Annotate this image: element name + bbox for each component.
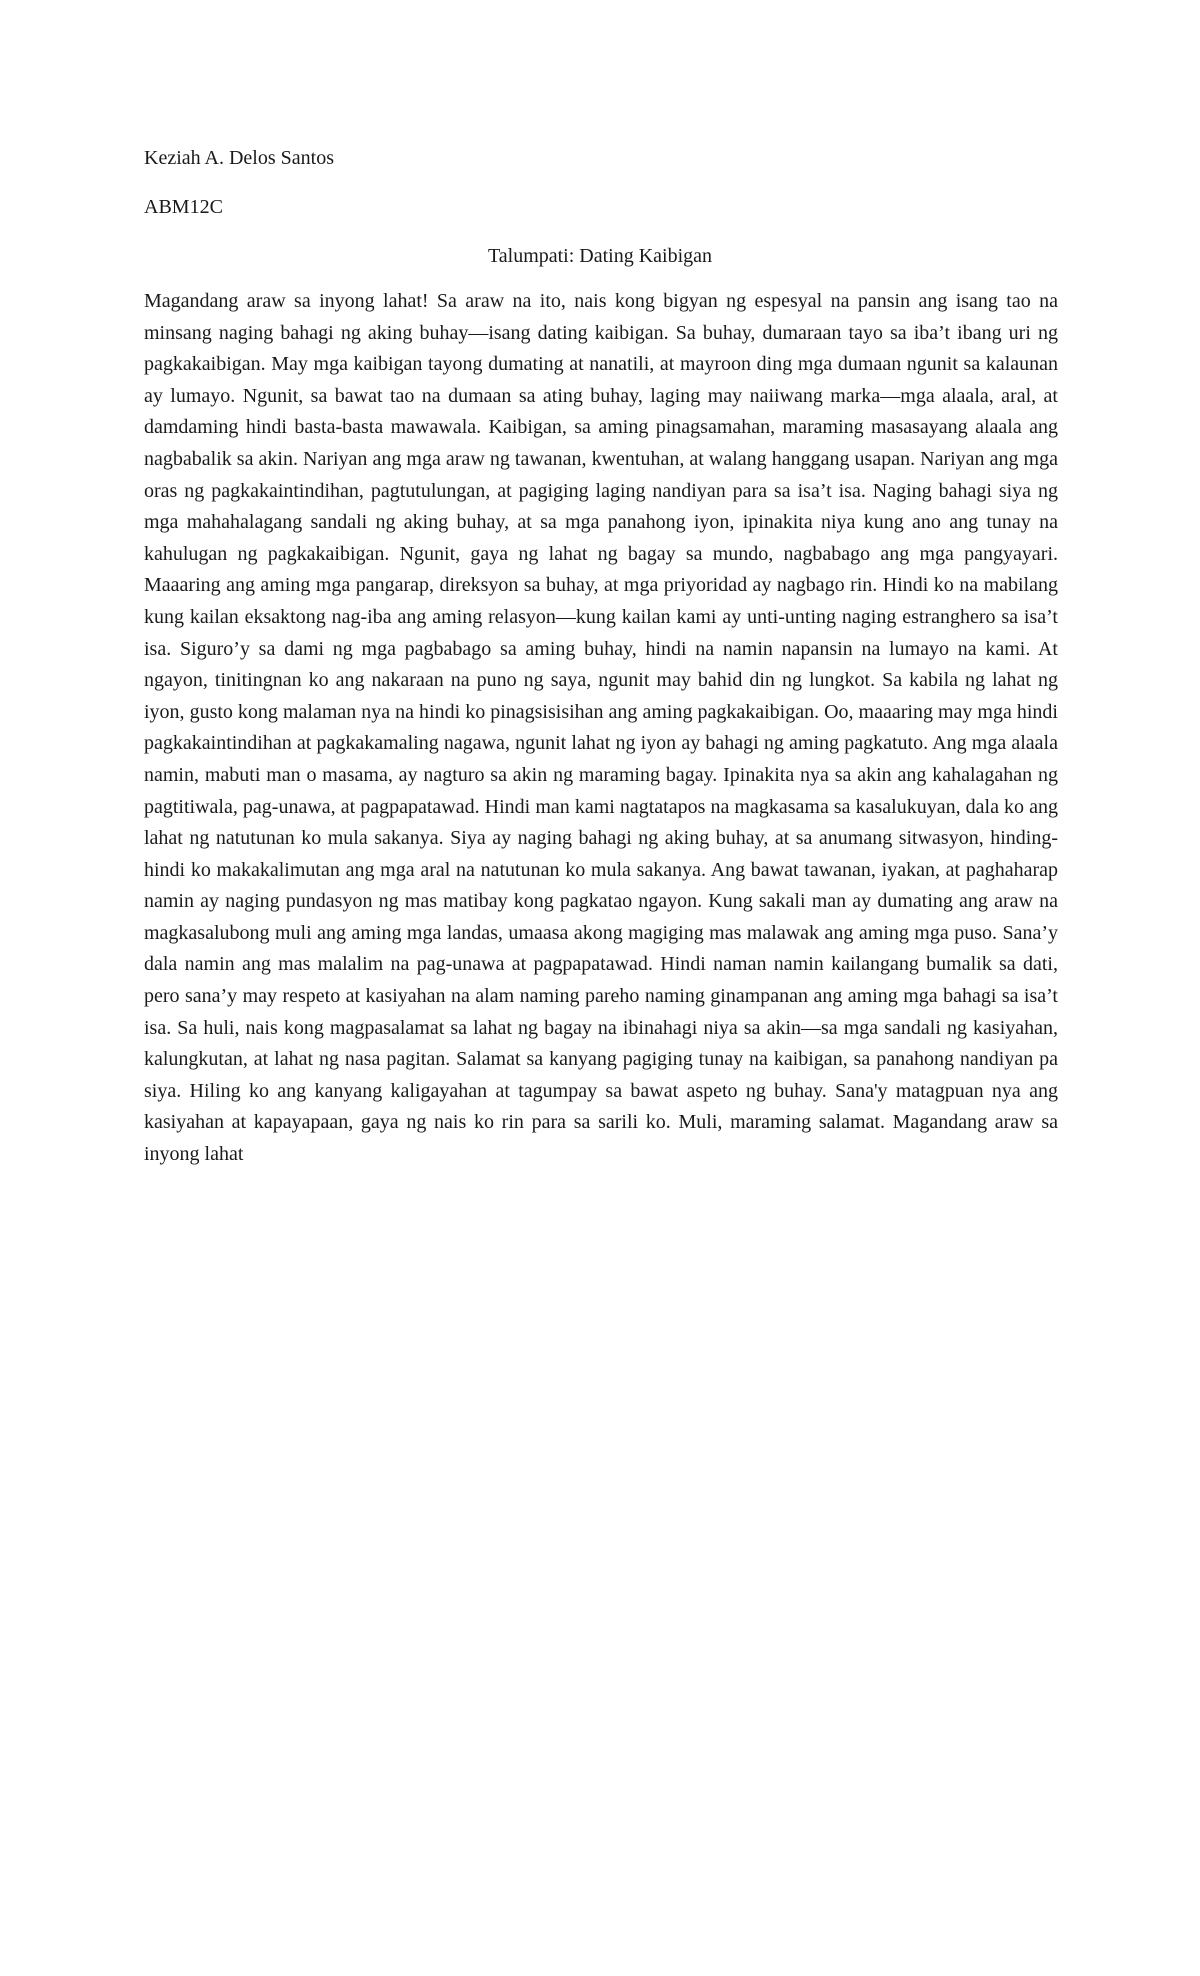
document-title: Talumpati: Dating Kaibigan bbox=[487, 245, 713, 267]
author-name: Keziah A. Delos Santos bbox=[144, 147, 334, 169]
section-label: ABM12C bbox=[144, 196, 223, 218]
speech-body: Magandang araw sa inyong lahat! Sa araw na ito, nais kong bigyan ng espesyal na pansin ang isang tao na minsang naging bahagi ng aking buhay—isang dating kaibigan. Sa buhay, dumaraan tayo sa iba’t ibang uri ng pagkakaibigan. May mga kaibigan tayong dumating at nanatili, at mayroon ding mga dumaan ngunit sa kalaunan ay lumayo. Ngunit, sa bawat tao na dumaan sa ating buhay, laging may naiiwang marka—mga alaala, aral, at damdaming hindi basta-basta mawawala. Kaibigan, sa aming pinagsamahan, maraming masasayang alaala ang nagbabalik sa akin. Nariyan ang mga araw ng tawanan, kwentuhan, at walang hanggang usapan. Nariyan ang mga oras ng pagkakaintindihan, pagtutulungan, at pagiging laging nandiyan para sa isa’t isa. Naging bahagi siya ng mga mahahalagang sandali ng aking buhay, at sa mga panahong iyon, ipinakita niya kung ano ang tunay na kahulugan ng pagkakaibigan. Ngunit, gaya ng lahat ng bagay sa mundo, nagbabago ang mga pangyayari. Maaaring ang aming mga pangarap, direksyon sa buhay, at mga priyoridad ay nagbago rin. Hindi ko na mabilang kung kailan eksaktong nag-iba ang aming relasyon—kung kailan kami ay unti-unting naging estranghero sa isa’t isa. Siguro’y sa dami ng mga pagbabago sa aming buhay, hindi na namin napansin na lumayo na kami. At ngayon, tinitingnan ko ang nakaraan na puno ng saya, ngunit may bahid din ng lungkot. Sa kabila ng lahat ng iyon, gusto kong malaman nya na hindi ko pinagsisisihan ang aming pagkakaibigan. Oo, maaaring may mga hindi pagkakaintindihan at pagkakamaling nagawa, ngunit lahat ng iyon ay bahagi ng aming pagkatuto. Ang mga alaala namin, mabuti man o masama, ay nagturo sa akin ng maraming bagay. Ipinakita nya sa akin ang kahalagahan ng pagtitiwala, pag-unawa, at pagpapatawad. Hindi man kami nagtatapos na magkasama sa kasalukuyan, dala ko ang lahat ng natutunan ko mula sakanya. Siya ay naging bahagi ng aking buhay, at sa anumang sitwasyon, hinding-hindi ko makakalimutan ang mga aral na natutunan ko mula sakanya. Ang bawat tawanan, iyakan, at paghaharap namin ay naging pundasyon ng mas matibay kong pagkatao ngayon. Kung sakali man ay dumating ang araw na magkasalubong muli ang aming mga landas, umaasa akong magiging mas malawak ang aming mga puso. Sana’y dala namin ang mas malalim na pag-unawa at pagpapatawad. Hindi naman namin kailangang bumalik sa dati, pero sana’y may respeto at kasiyahan na alam naming pareho naming ginampanan ang aming mga bahagi sa isa’t isa. Sa huli, nais kong magpasalamat sa lahat ng bagay na ibinahagi niya sa akin—sa mga sandali ng kasiyahan, kalungkutan, at lahat ng nasa pagitan. Salamat sa kanyang pagiging tunay na kaibigan, sa panahong nandiyan pa siya. Hiling ko ang kanyang kaligayahan at tagumpay sa bawat aspeto ng buhay. Sana'y matagpuan nya ang kasiyahan at kapayapaan, gaya ng nais ko rin para sa sarili ko. Muli, maraming salamat. Magandang araw sa inyong lahat bbox=[144, 290, 1058, 1166]
